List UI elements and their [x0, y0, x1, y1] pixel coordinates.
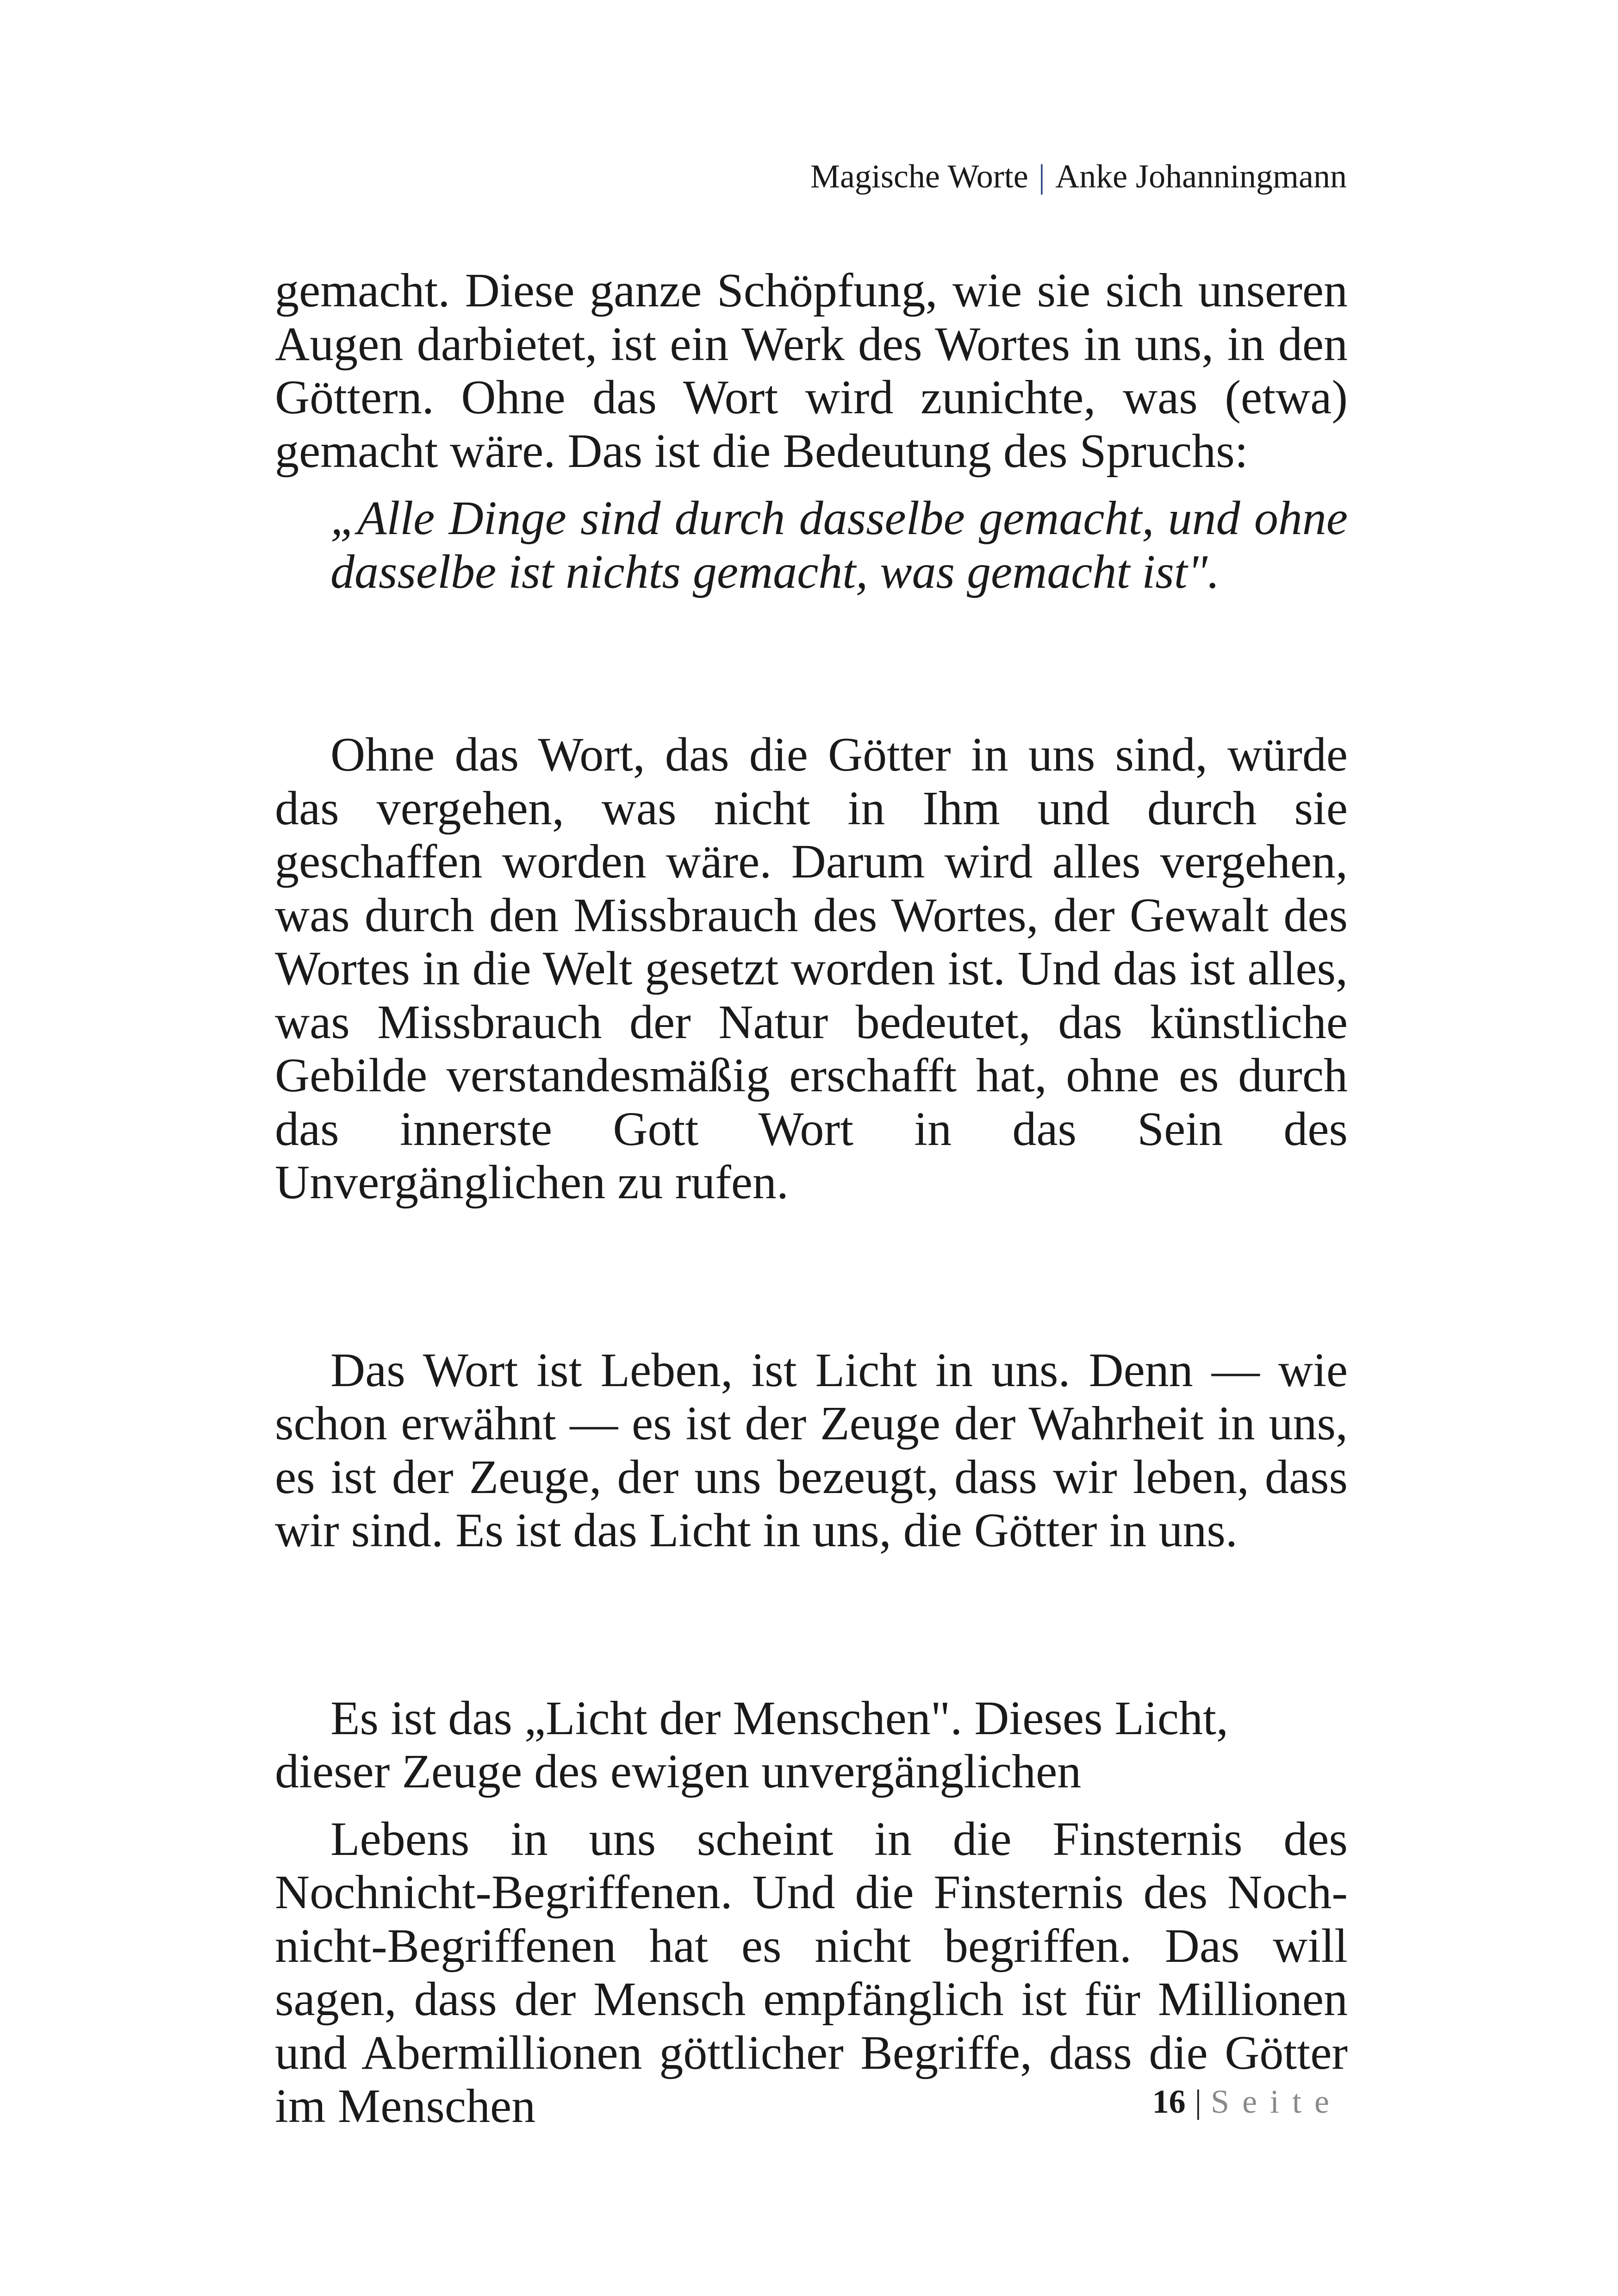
- page-footer: [1152, 2085, 1342, 2118]
- header-separator: |: [1038, 158, 1045, 195]
- page-number: 16: [1152, 2083, 1186, 2120]
- paragraph: Ohne das Wort, das die Götter in uns sind, würde das vergehen, was nicht in Ihm und durch sie geschaffen worden wäre. Darum wird alles vergehen, was durch den Missbrauch des Wortes, der Gewalt des Wortes in die Welt gesetzt worden ist. Und das ist alles, was Missbrauch der Natur bedeutet, das künstliche Gebilde verstandesmäßig erschafft hat, ohne es durch das innerste Gott Wort in das Sein des Unvergänglichen zu rufen.: [275, 728, 1348, 1209]
- footer-separator: |: [1195, 2083, 1202, 2120]
- page-word: Seite: [1211, 2083, 1342, 2120]
- paragraph: Lebens in uns scheint in die Finsternis des Nochnicht-Begriffenen. Und die Finsternis des Noch-nicht-Begriffenen hat es nicht begriffen. Das will sagen, dass der Mensch empfänglich ist für Millionen und Abermillionen göttlicher Begriffe, dass die Götter im Menschen: [275, 1812, 1348, 2133]
- paragraph: Das Wort ist Leben, ist Licht in uns. Denn — wie schon erwähnt — es ist der Zeuge der Wahrheit in uns, es ist der Zeuge, der uns bezeugt, dass wir leben, dass wir sind. Es ist das Licht in uns, die Götter in uns.: [275, 1343, 1348, 1557]
- paragraph-continuation: gemacht. Diese ganze Schöpfung, wie sie sich unseren Augen darbietet, ist ein Werk des Wortes in uns, in den Göttern. Ohne das Wort wird zunichte, was (etwa) gemacht wäre. Das ist die Bedeutung des Spruchs:: [275, 264, 1348, 478]
- book-title: Magische Worte: [810, 158, 1028, 195]
- author-name: Anke Johanningmann: [1055, 158, 1347, 195]
- paragraph: Es ist das „Licht der Menschen". Dieses Licht, dieser Zeuge des ewigen unvergänglichen: [275, 1691, 1228, 1798]
- page-body: [275, 264, 1348, 2133]
- running-header: [810, 160, 1347, 193]
- quote-block: „Alle Dinge sind durch dasselbe gemacht, und ohne dasselbe ist nichts gemacht, was gemacht ist".: [330, 492, 1348, 598]
